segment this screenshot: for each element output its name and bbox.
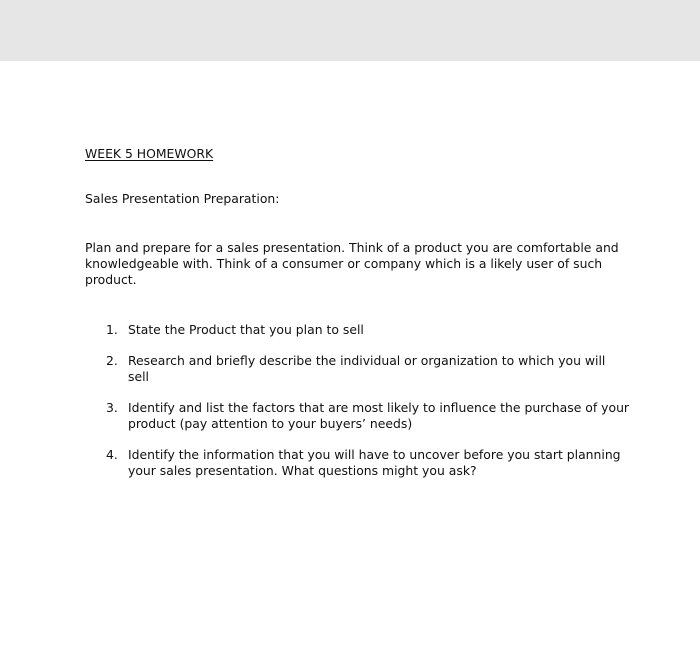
list-item bbox=[85, 322, 640, 338]
list-item-text: Identify and list the factors that are most likely to influence the purchase of your product (pay attention to your buyers’ needs) bbox=[128, 400, 630, 431]
list-item-number: 1. bbox=[106, 322, 118, 337]
task-list bbox=[85, 322, 640, 479]
document-content bbox=[85, 146, 640, 494]
list-item-text: State the Product that you plan to sell bbox=[128, 322, 364, 337]
list-item-text: Identify the information that you will have to uncover before you start planning your sales presentation. What questions might you ask? bbox=[128, 447, 621, 478]
section-subtitle: Sales Presentation Preparation: bbox=[85, 191, 280, 206]
top-bar bbox=[0, 0, 700, 61]
document-title: WEEK 5 HOMEWORK bbox=[85, 146, 214, 161]
list-item-number: 2. bbox=[106, 353, 118, 368]
list-item bbox=[85, 353, 640, 385]
list-item bbox=[85, 447, 640, 479]
list-item-number: 4. bbox=[106, 447, 118, 462]
list-item-number: 3. bbox=[106, 400, 118, 415]
intro-paragraph: Plan and prepare for a sales presentation. Think of a product you are comfortable and knowledgeable with. Think of a consumer or company which is a likely user of such product. bbox=[85, 240, 619, 287]
list-item bbox=[85, 400, 640, 432]
document-page bbox=[0, 61, 700, 652]
list-item-text: Research and briefly describe the individual or organization to which you will sell bbox=[128, 353, 606, 384]
